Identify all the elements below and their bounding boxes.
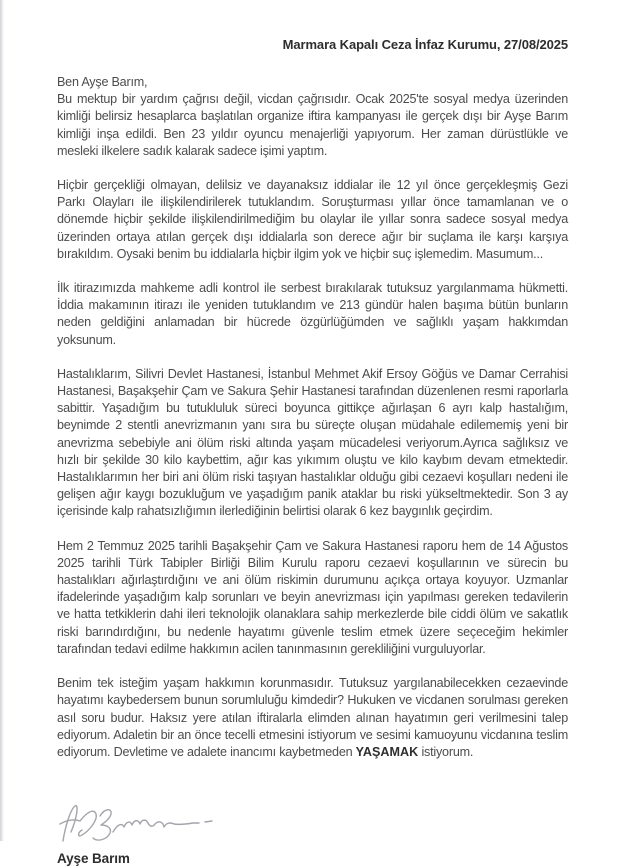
- closing-text-before: Benim tek isteğim yaşam hakkımın korunmasıdır. Tutuksuz yargılanabilecekken cezaevinde hayatımı kaybedersem bunun sorumluluğu kimdedir? Hukuken ve vicdanen sorulması gereken asıl soru budur. Haksız yere atılan iftiralarla elimden alınan hayatımın geri verilmesini talep ediyorum. Adaletin bir an önce tecelli etmesini istiyorum ve sesimi kamuoyunu vicdanına teslim ediyorum. Devletime ve adalete inancımı kaybetmeden: [57, 676, 568, 759]
- letter-body: [57, 74, 568, 761]
- institution-date: Marmara Kapalı Ceza İnfaz Kurumu, 27/08/2025: [282, 37, 568, 52]
- salutation: Ben Ayşe Barım,: [57, 75, 148, 89]
- letter-header: [57, 36, 568, 53]
- paragraph-intro: [57, 74, 568, 160]
- signature-block: [57, 801, 568, 866]
- paragraph-closing: [57, 675, 568, 761]
- signature-name: Ayşe Barım: [57, 851, 130, 866]
- paragraph-medical-reports: Hem 2 Temmuz 2025 tarihli Başakşehir Çam ve Sakura Hastanesi raporu hem de 14 Ağustos 2025 tarihli Türk Tabipler Birliği Bilim Kurulu raporu cezaevi koşullarının ve sürecin bu hastalıkları ağırlaştırdığını ve ani ölüm riskimin durumunu açıkça ortaya koyuyor. Uzmanlar ifadelerinde yaşadığım kalp sorunları ve beyin anevrizması için yapılması gereken tedavilerin ve hatta tetkiklerin dahi ileri teknolojik olanaklara sahip merkezlerde bile ciddi ölüm ve sakatlık riski barındırdığını, bu nedenle hayatımı güvenle teslim etmek üzere seçeceğim hekimler tarafından tedavi edilme hakkımın acilen tanınmasının gerekliliğini vurguluyorlar.: [57, 538, 568, 656]
- paragraph-accusations: Hiçbir gerçekliği olmayan, delilsiz ve dayanaksız iddialar ile 12 yıl önce gerçekleşmiş Gezi Parkı Olayları ile ilişkilendirilerek tutuklandım. Soruşturması yıllar önce tamamlanan ve o dönemde hiçbir şekilde ilişkilendirilmediğim bu olaylar ile yıllar sonra sadece sosyal medya üzerinden ortaya atılan gerçek dışı iddialarla son derece ağır bir suçlama ile karşı karşıya bırakıldım. Oysaki benim bu iddialarla hiçbir ilgim yok ve hiçbir suç işlemedim. Masumum...: [57, 178, 568, 261]
- page-edge-shadow: [0, 0, 4, 841]
- paragraph-intro-text: Bu mektup bir yardım çağrısı değil, vicdan çağrısıdır. Ocak 2025'te sosyal medya üzerinden kimliği belirsiz hesaplarca başlatılan organize iftira kampanyası ile gerçek dışı bir Ayşe Barım kimliği inşa edildi. Ben 23 yıldır oyuncu menajerliği yapıyorum. Her zaman dürüstlükle ve mesleki ilkelere sadık kalarak sadece işimi yaptım.: [57, 92, 568, 158]
- closing-text-after: istiyorum.: [418, 744, 474, 759]
- handwritten-signature: [53, 801, 223, 847]
- emphasized-word: YAŞAMAK: [355, 744, 419, 759]
- paragraph-health: Hastalıklarım, Silivri Devlet Hastanesi, İstanbul Mehmet Akif Ersoy Göğüs ve Damar Cerrahisi Hastanesi, Başakşehir Çam ve Sakura Şehir Hastanesi tarafından düzenlenen resmi raporlarla sabittir. Yaşadığım bu tutukluluk süreci boyunca gittikçe ağırlaşan 6 ayrı kalp hastalığım, beynimde 2 stentli anevrizmanın yanı sıra bu süreçte oluşan müdahale edilememiş yeni bir anevrizma sebebiyle ani ölüm riski altında yaşam mücadelesi veriyorum.Ayrıca sağlıksız ve hızlı bir şekilde 30 kilo kaybettim, ağır kas yıkımım oluştu ve kilo kaybım devam etmektedir. Hastalıklarımın her biri ani ölüm riski taşıyan hastalıklar olduğu gibi cezaevi koşulları nedeni ile gelişen ağır kaygı bozukluğum ve yaşadığım panik ataklar bu riski yükseltmektedir. Son 3 ay içerisinde kalp rahatsızlığımın ilerlediğinin belirtisi olarak 6 kez baygınlık geçirdim.: [57, 366, 568, 519]
- paragraph-detention: İlk itirazımızda mahkeme adli kontrol ile serbest bırakılarak tutuksuz yargılanmama hükmetti. İddia makamının itirazı ile yeniden tutuklandım ve 213 gündür halen başıma bütün bunların neden geldiğini anlamadan bir hücrede özgürlüğümden ve sağlıklı yaşam hakkımdan yoksunum.: [57, 281, 568, 347]
